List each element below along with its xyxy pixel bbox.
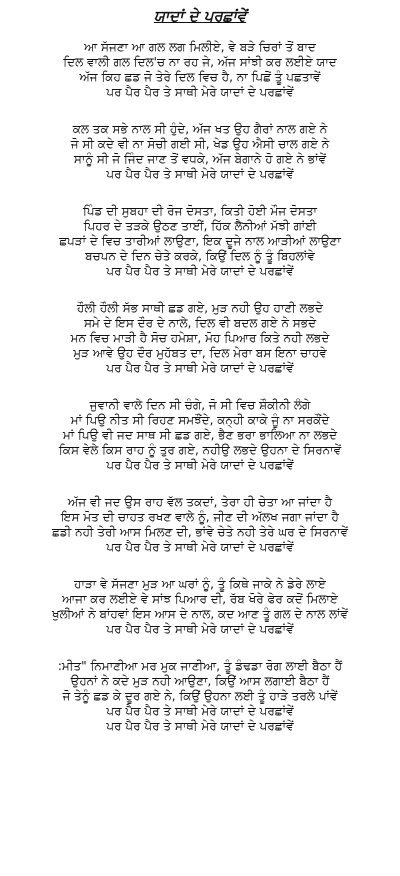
poem-line: ਆਜਾ ਕਰ ਲਈਏ ਵੇ ਸਾਂਝ ਪਿਆਰ ਦੀ, ਰੱਬ ਖੋਰੇ ਫੇਰ ਕਦੋਂ ਮਿਲਾਏ <box>62 592 338 606</box>
poem-line: ਆ ਸੱਜਣਾ ਆ ਗਲ ਲਗ ਮਿਲੀਏ, ਵੇ ਬੜੇ ਚਿਰਾਂ ਤੋਂ ਬਾਦ <box>84 40 316 54</box>
poem-line: ਅੱਜ ਕਿਹ ਛਡ ਜੋ ਤੇਰੇ ਦਿਲ ਵਿਚ ਹੈ, ਨਾ ਪਿਛੋਂ ਤੂੰ ਪਛਤਾਵੇਂ <box>79 70 321 84</box>
poem-refrain: ਪਰ ਪੈਰ ਪੈਰ ਤੇ ਸਾਥੀ ਮੇਰੇ ਯਾਦਾਂ ਦੇ ਪਰਛਾਂਵੇਂ <box>106 719 294 733</box>
stanza-4 <box>4 301 396 376</box>
poem-line: ਖੁਲੀਆਂ ਨੇ ਬਾਂਹਵਾਂ ਇਸ ਆਸ ਦੇ ਨਾਲ, ਕਦ ਆਣ ਤੂੰ ਗਲ ਦੇ ਨਾਲ ਲਾਂਵੇਂ <box>51 607 349 621</box>
poem-line: ਮਾਂ ਪਿਉ ਨੀਤ ਸੀ ਰਿਹਣ ਸਮਝੌਂਦੇ, ਕਨ੍ਹੀ ਕਾਕੇ ਜੂੰ ਨਾ ਸਰਕੌਂਦੇ <box>70 413 330 427</box>
poem-line: ਕਿਸ ਵੇਲੇ ਕਿਸ ਰਾਹ ਨੂੰ ਤੁਰ ਗਏ, ਨਹੀਉ ਲਭਦੇ ਉਹਨਾ ਦੇ ਸਿਰਨਾਵੇਂ <box>58 443 342 457</box>
poem-refrain: ਪਰ ਪੈਰ ਪੈਰ ਤੇ ਸਾਥੀ ਮੇਰੇ ਯਾਦਾਂ ਦੇ ਪਰਛਾਂਵੇਂ <box>106 361 294 375</box>
poem-line: :ਮੀਤ" ਨਿਮਾਣੀਆ ਮਰ ਮੁਕ ਜਾਣੀਆ, ਤੂੰ ਡੰਢਡਾ ਰੋਗ ਲਾਈ ਬੈਠਾ ਹੈਂ <box>57 659 343 673</box>
stanza-5 <box>4 398 396 473</box>
poem-refrain: ਪਰ ਪੈਰ ਪੈਰ ਤੇ ਸਾਥੀ ਮੇਰੇ ਯਾਦਾਂ ਦੇ ਪਰਛਾਂਵੇਂ <box>106 458 294 472</box>
poem-refrain: ਪਰ ਪੈਰ ਪੈਰ ਤੇ ਸਾਥੀ ਮੇਰੇ ਯਾਦਾਂ ਦੇ ਪਰਛਾਂਵੇਂ <box>106 622 294 636</box>
poem-line: ਛਪੜਾਂ ਦੇ ਵਿਚ ਤਾਰੀਆਂ ਲਾਉਣਾ, ਇਕ ਦੂਜੇ ਨਾਲ ਆੜੀਆਂ ਲਾਉਣਾ <box>59 234 341 248</box>
poem-line: ਸਾਨੂੰ ਸੀ ਜੋ ਜਿੰਦ ਜਾਣ ਤੋਂ ਵਧਕੇ, ਅੱਜ ਬੇਗਾਨੇ ਹੋ ਗਏ ਨੇ ਭਾਂਵੇਂ <box>73 152 327 166</box>
poem-line: ਹੌਲੀ ਹੌਲੀ ਸੱਭ ਸਾਥੀ ਛਡ ਗਏ, ਮੁੜ ਨਹੀ ਉਹ ਹਾਣੀ ਲਭਦੇ <box>76 301 324 315</box>
poem-refrain: ਪਰ ਪੈਰ ਪੈਰ ਤੇ ਸਾਥੀ ਮੇਰੇ ਯਾਦਾਂ ਦੇ ਪਰਛਾਂਵੇਂ <box>106 85 294 99</box>
poem-refrain: ਪਰ ਪੈਰ ਪੈਰ ਤੇ ਸਾਥੀ ਮੇਰੇ ਯਾਦਾਂ ਦੇ ਪਰਛਾਂਵੇਂ <box>106 540 294 554</box>
poem-line: ਦਿਲ ਵਾਲੀ ਗਲ ਦਿਲ'ਚ ਨਾ ਰਹ ਜੇ, ਅੱਜ ਸਾਂਝੀ ਕਰ ਲਈਏ ਯਾਦ <box>63 55 337 69</box>
stanza-8 <box>4 659 396 734</box>
stanza-6 <box>4 495 396 555</box>
stanza-1 <box>4 40 396 100</box>
stanza-7 <box>4 577 396 637</box>
poem-line: ਇਸ ਮੋਤ ਦੀ ਚਾਹਤ ਰਖਣ ਵਾਲੇ ਨੂੰ, ਜੀਣ ਦੀ ਅੱਲਖ ਜਗਾ ਜਾਂਦਾ ਹੈ <box>61 510 339 524</box>
stanza-2 <box>4 122 396 182</box>
poem-line: ਮੁੜ ਆਵੇ ਉਹ ਦੌਰ ਮੁਹੱਬਤ ਦਾ, ਦਿਲ ਮੇਰਾ ਬਸ ਇਨਾ ਚਾਹਵੇ <box>73 346 327 360</box>
poem-refrain: ਪਰ ਪੈਰ ਪੈਰ ਤੇ ਸਾਥੀ ਮੇਰੇ ਯਾਦਾਂ ਦੇ ਪਰਛਾਂਵੇਂ <box>106 704 294 718</box>
poem-refrain: ਪਰ ਪੈਰ ਪੈਰ ਤੇ ਸਾਥੀ ਮੇਰੇ ਯਾਦਾਂ ਦੇ ਪਰਛਾਂਵੇਂ <box>106 264 294 278</box>
poem-title: ਯਾਦਾਂ ਦੇ ਪਰਛਾਂਵੇਂ <box>153 7 247 25</box>
poem-line: ਕਲ ਤਕ ਸਭੇ ਨਾਲ ਸੀ ਹੁੰਦੇ, ਅੱਜ ਖਤ ਉਹ ਗੈਰਾਂ ਨਾਲ ਗਏ ਨੇ <box>72 122 328 136</box>
poem-line: ਜੋ ਸੀ ਕਦੇ ਵੀ ਨਾ ਸੋਚੀ ਗਈ ਸੀ, ਖੇਡ ਉਹ ਐਸੀ ਚਾਲ ਗਏ ਨੇ <box>70 137 330 151</box>
poem-line: ਉਹਨਾਂ ਨੇ ਕਦੇ ਮੁੜ ਨਹੀ ਆਉਣਾ, ਕਿਉਂ ਆਸ ਲਗਾਈ ਬੈਠਾ ਹੈਂ <box>70 674 330 688</box>
poem-line: ਮਾਂ ਪਿਉ ਵੀ ਜਦ ਸਾਥ ਸੀ ਛਡ ਗਏ, ਭੈਣ ਭਰਾ ਭਾਲਿਆ ਨਾ ਲਭਦੇ <box>62 428 338 442</box>
poem-refrain: ਪਰ ਪੈਰ ਪੈਰ ਤੇ ਸਾਥੀ ਮੇਰੇ ਯਾਦਾਂ ਦੇ ਪਰਛਾਂਵੇਂ <box>106 167 294 181</box>
poem-body <box>4 40 396 756</box>
poem-line: ਹਾੜਾ ਵੇ ਸੱਜਣਾ ਮੁੜ ਆ ਘਰਾਂ ਨੂੰ, ਤੂੰ ਕਿਥੇ ਜਾਕੇ ਨੇ ਡੇਰੇ ਲਾਏ <box>74 577 326 591</box>
poem-line: ਛਡੀ ਨਹੀ ਤੇਰੀ ਆਸ ਮਿਲਣ ਦੀ, ਭਾਂਵੇ ਚੇਤੇ ਨਹੀ ਤੇਰੇ ਘਰ ਦੇ ਸਿਰਨਾਵੇਂ <box>51 525 349 539</box>
poem-line: ਜੋ ਤੇਨੂੰ ਛਡ ਕੇ ਦੂਰ ਗਏ ਨੇ, ਕਿਉਂ ਉਹਨਾ ਲਈ ਤੂੰ ਹਾੜੇ ਤਰਲੇ ਪਾਂਵੇਂ <box>62 689 338 703</box>
poem-line: ਬਚਪਨ ਦੇ ਦਿਨ ਚੇਤੇ ਕਰਕੇ, ਕਿਉਂ ਦਿਲ ਨੂੰ ਤੂੰ ਬਿਹਲਾਂਵੇ <box>85 249 315 263</box>
poem-line: ਮਨ ਵਿਚ ਮਾੜੀ ਹੈ ਸੋਚ ਹਮੇਸ਼ਾ, ਮੋਹ ਪਿਆਰ ਕਿਤੇ ਨਹੀ ਲਭਦੇ <box>70 331 330 345</box>
poem-line: ਸਮੇ ਦੇ ਇਸ ਦੌਰ ਦੇ ਨਾਲੇ, ਦਿਲ ਵੀ ਬਦਲ ਗਏ ਨੇ ਸਭਦੇ <box>83 316 317 330</box>
poem-line: ਅੱਜ ਵੀ ਜਦ ਉਸ ਰਾਹ ਵੱਲ ਤਕਦਾਂ, ਤੇਰਾ ਹੀ ਚੇਤਾ ਆ ਜਾਂਦਾ ਹੈ <box>67 495 333 509</box>
poem-line: ਪਿੰਡ ਦੀ ਸੁਬਹਾ ਦੀ ਰੋਜ ਦੋਸਤਾ, ਕਿਤੀ ਹੋਈ ਮੌਜ ਦੋਸਤਾ <box>83 204 317 218</box>
poem-line: ਪਿਹਰ ਦੇ ਤੜਕੇ ਉਠਣ ਤਾਈਂ, ਹਿੱਕ ਲੈਨੀਆਂ ਮੱਝੀ ਗਾਂਈ <box>83 219 317 233</box>
poem-line: ਜੁਵਾਨੀ ਵਾਲੇ ਦਿਨ ਸੀ ਚੰਗੇ, ਜੋ ਸੀ ਵਿਚ ਸ਼ੌਕੀਨੀ ਲੰਗੇ <box>89 398 311 412</box>
stanza-3 <box>4 204 396 279</box>
